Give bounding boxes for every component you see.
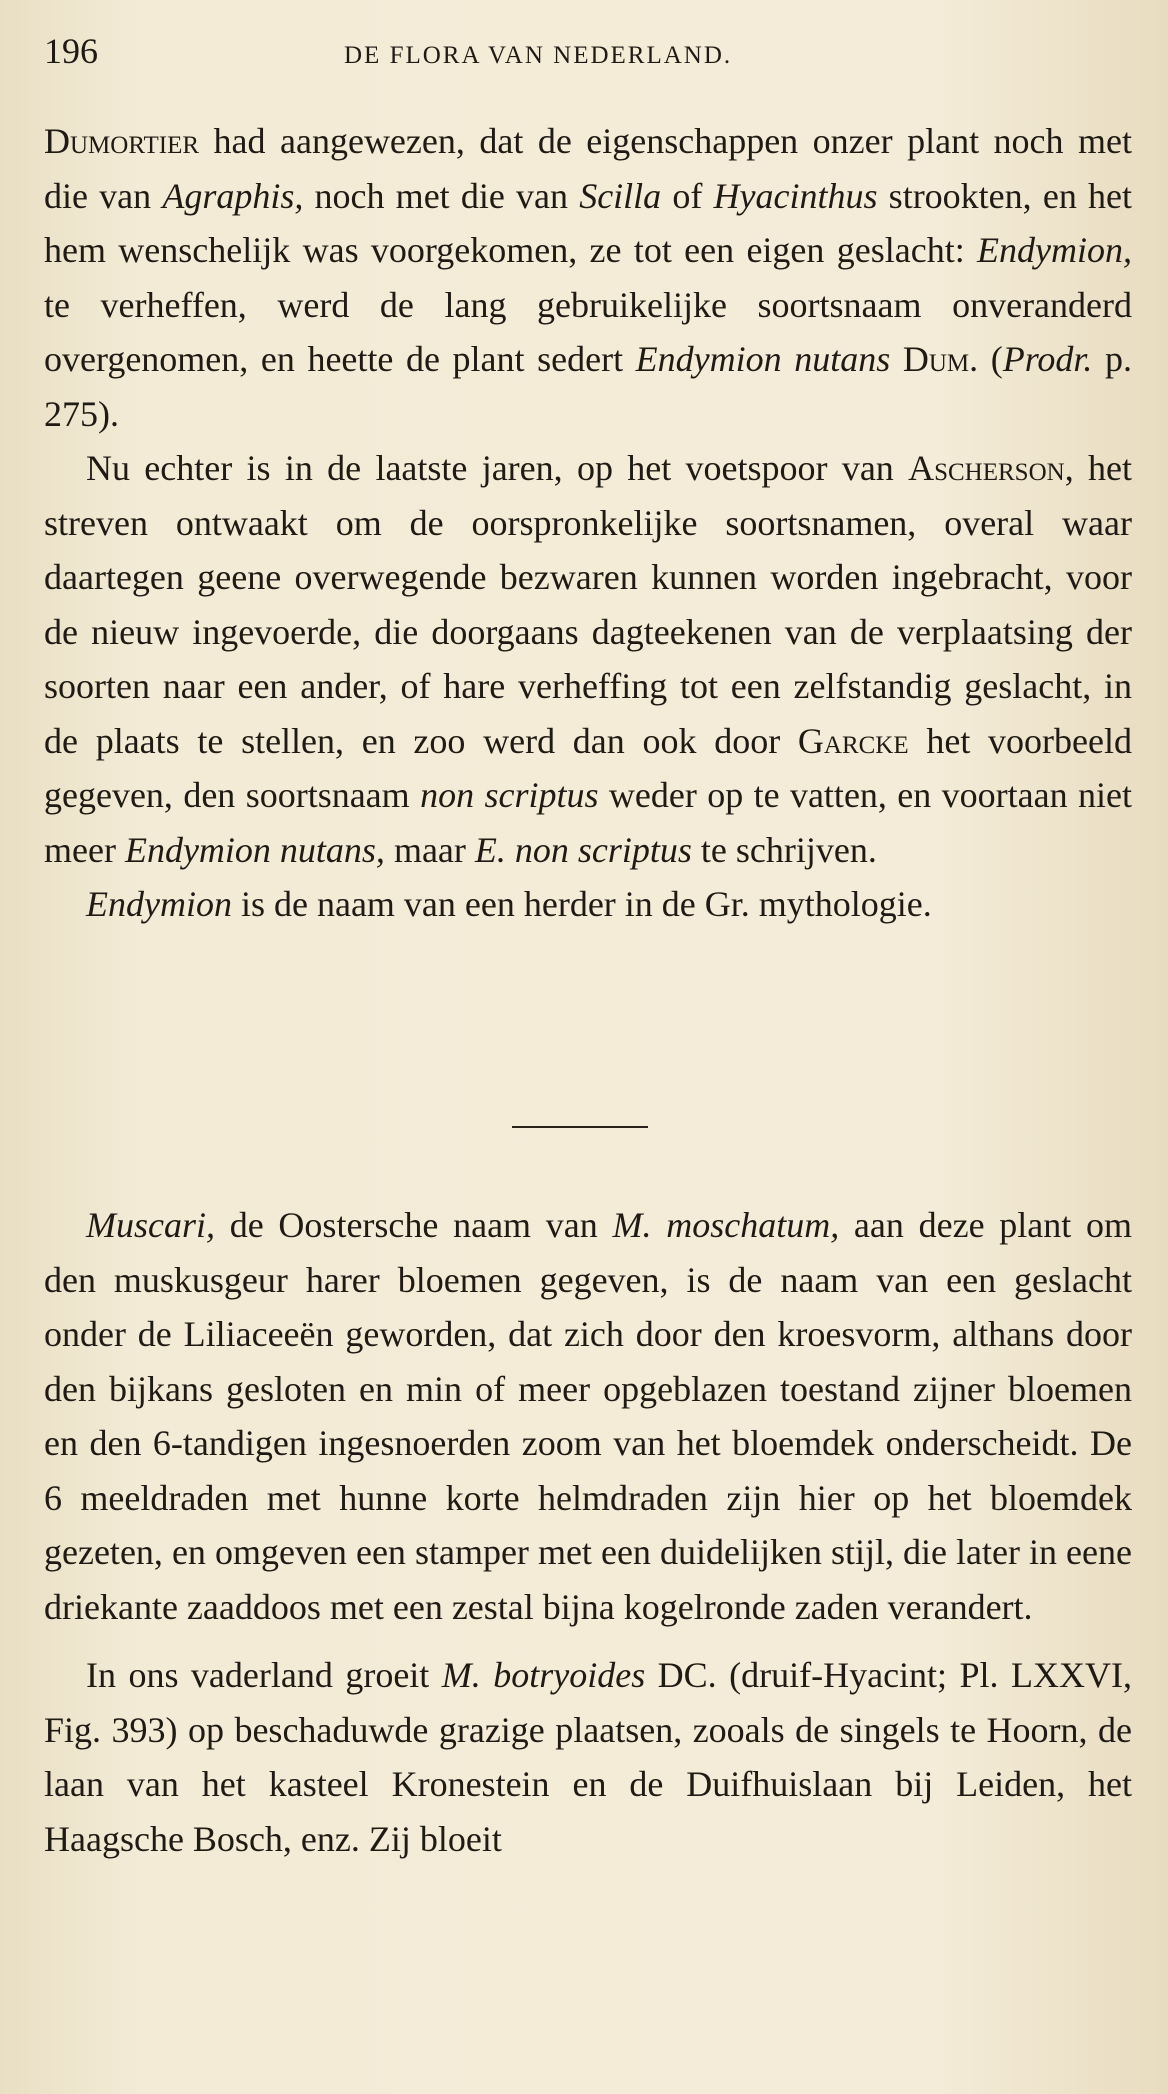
text-run: of	[661, 175, 714, 216]
text-run: maar	[384, 829, 475, 870]
section-divider	[512, 1126, 648, 1128]
page-header	[44, 30, 1124, 80]
text-run: de Oostersche naam van	[215, 1205, 613, 1245]
page-number: 196	[44, 31, 98, 71]
species-e-non-scriptus: E. non scriptus	[474, 829, 692, 870]
running-title: DE FLORA VAN NEDERLAND.	[344, 42, 733, 69]
text-run: te schrijven.	[691, 829, 877, 870]
text-run: aan deze plant om den muskusgeur harer bloemen gegeven, is de naam van een geslacht onder de Liliaceeën geworden, dat zich door den kroesvorm, althans door den bijkans gesloten en min of meer opgeblazen toestand zijner bloemen en den 6-tandigen ingesnoerden zoom van het bloemdek onderscheidt. De 6 meeldraden met hunne korte helmdraden zijn hier op het bloemdek gezeten, en omgeven een stamper met een duidelijken stijl, die later in eene driekante zaaddoos met een zestal bijna kogelronde zaden verandert.	[44, 1205, 1132, 1627]
genus-endymion: Endymion	[86, 884, 232, 924]
text-run: het voorbeeld gegeven, den soortsnaam	[44, 720, 1132, 815]
genus-muscari: Muscari,	[86, 1205, 215, 1245]
text-run: te verheffen, werd de lang gebruikelijke soortsnaam onveranderd overgenomen, en heette de plant sedert	[44, 284, 1132, 379]
genus-agraphis: Agraphis,	[162, 175, 304, 216]
text-section-muscari	[44, 1198, 1132, 1866]
species-m-moschatum: M. moschatum,	[612, 1205, 840, 1245]
species-endymion-nutans: Endymion nutans	[635, 339, 891, 379]
epithet-non-scriptus: non scriptus	[420, 775, 599, 815]
text-run: het streven ontwaakt om de oorspronkelijke soortsnamen, overal waar daartegen geene overwegende bezwaren kunnen worden ingebracht, voor de nieuw ingevoerde, die doorgaans dagteekenen van de verplaatsing der soorten naar een ander, of hare verheffing tot een zelfstandig geslacht, in de plaats te stellen, en zoo werd dan ook door	[44, 448, 1132, 761]
text-run: had aangewezen, dat de eigenschappen onzer plant noch met die van	[44, 121, 1132, 216]
text-run: p. 275).	[44, 339, 1132, 434]
genus-scilla: Scilla	[579, 175, 662, 216]
text-run: DC. (druif-Hyacint; Pl. LXXVI, Fig. 393) op beschaduwde grazige plaatsen, zooals de singels te Hoorn, de laan van het kasteel Kronestein en de Duifhuislaan bij Leiden, het Haagsche Bosch, enz. Zij bloeit	[44, 1655, 1132, 1859]
genus-endymion: Endymion,	[977, 230, 1132, 270]
species-m-botryoides: M. botryoides	[441, 1655, 646, 1695]
paragraph-endymion-myth	[44, 877, 1132, 932]
text-run	[890, 339, 903, 379]
text-run: noch met die van	[303, 175, 580, 216]
author-dumortier: Dumortier	[44, 121, 200, 161]
author-dum: Dum.	[902, 339, 979, 379]
text-run: weder op te vatten, en voortaan niet meer	[44, 775, 1132, 870]
text-run: In ons vaderland groeit	[86, 1655, 442, 1695]
author-garcke: Garcke	[797, 720, 909, 761]
text-run: is de naam van een herder in de Gr. mythologie.	[231, 884, 932, 924]
text-run: (	[978, 339, 1003, 379]
paragraph-ascherson	[44, 441, 1132, 877]
paragraph-botryoides	[44, 1648, 1132, 1866]
author-ascherson: Ascherson,	[908, 448, 1074, 488]
paragraph-dumortier	[44, 114, 1132, 441]
genus-hyacinthus: Hyacinthus	[713, 175, 878, 216]
text-section-endymion	[44, 114, 1132, 932]
text-run: strookten, en het hem wenschelijk was voorgekomen, ze tot een eigen geslacht:	[44, 175, 1132, 270]
paragraph-muscari	[44, 1198, 1132, 1634]
text-run: Nu echter is in de laatste jaren, op het voetspoor van	[86, 448, 909, 488]
reference-prodr: Prodr.	[1002, 339, 1093, 379]
species-endymion-nutans: Endymion nutans,	[124, 829, 385, 870]
paragraph-gap	[44, 1634, 1132, 1648]
